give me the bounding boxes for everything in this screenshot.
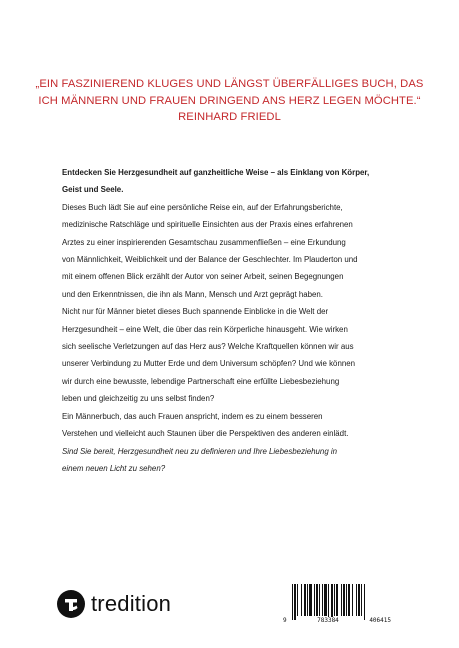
blurb-paragraph-3 [62, 408, 422, 443]
barcode-bar [348, 584, 350, 616]
blurb-headline [62, 164, 422, 199]
blurb-line: medizinische Ratschläge und spirituelle Einsichten aus der Praxis eines erfahrenen [62, 220, 353, 230]
barcode-bar [304, 584, 306, 616]
barcode-bar [319, 584, 320, 616]
barcode-bar [322, 584, 323, 616]
back-cover-blurb [62, 164, 422, 477]
tredition-logo-icon [57, 590, 85, 618]
blurb-line: Nicht nur für Männer bietet dieses Buch spannende Einblicke in die Welt der [62, 307, 329, 317]
quote-line: „EIN FASZINIEREND KLUGES UND LÄNGST ÜBERFÄLLIGES BUCH, DAS [35, 78, 424, 90]
blurb-line: leben und gleichzeitig zu uns selbst finden? [62, 394, 215, 404]
blurb-headline-line: Geist und Seele. [62, 185, 124, 195]
blurb-line: Verstehen und vielleicht auch Staunen über die Perspektiven des anderen einlädt. [62, 429, 349, 439]
blurb-headline-line: Entdecken Sie Herzgesundheit auf ganzheitliche Weise – als Einklang von Körper, [62, 168, 370, 177]
barcode-digit-group: 406415 [369, 617, 391, 624]
quote-line: ICH MÄNNERN UND FRAUEN DRINGEND ANS HERZ LEGEN MÖCHTE.“ [38, 94, 421, 107]
blurb-line: sich seelische Verletzungen auf das Herz aus? Welche Kraftquellen können wir aus [62, 342, 354, 352]
barcode-bar [361, 584, 362, 616]
barcode-bar [316, 584, 318, 616]
barcode-digits [282, 617, 392, 624]
barcode-bar [336, 584, 338, 616]
blurb-line: Dieses Buch lädt Sie auf eine persönliche Reise ein, auf der Erfahrungsberichte, [62, 202, 343, 212]
barcode-bar [352, 584, 353, 616]
blurb-line: wir durch eine bewusste, lebendige Partnerschaft eine erfüllte Liebesbeziehung [62, 376, 340, 386]
barcode-bar [307, 584, 308, 616]
barcode-bar [294, 584, 296, 620]
blurb-line: Sind Sie bereit, Herzgesundheit neu zu definieren und Ihre Liebesbeziehung in [62, 446, 338, 456]
barcode-bar [334, 584, 335, 616]
barcode-bar [301, 584, 302, 616]
barcode-bar [331, 584, 333, 620]
blurb-line: Arztes zu einer inspirierenden Gesamtschau zusammenfließen – eine Erkundung [62, 237, 346, 247]
blurb-closing-question [62, 443, 422, 478]
barcode-bar [358, 584, 360, 616]
barcode-bars [282, 582, 392, 620]
barcode-bar [324, 584, 327, 616]
blurb-line: unserer Verbindung zu Mutter Erde und dem Universum schöpfen? Und wie können [62, 359, 355, 369]
blurb-line: einem neuen Licht zu sehen? [62, 463, 166, 473]
barcode-bar [292, 584, 293, 620]
barcode-bar [343, 584, 345, 616]
blurb-line: und den Erkenntnissen, die ihn als Mann, Mensch und Arzt geprägt haben. [62, 289, 323, 299]
blurb-line: Ein Männerbuch, das auch Frauen anspricht, indem es zu einem besseren [62, 411, 323, 421]
blurb-line: mit einem offenen Blick erzählt der Autor von seiner Arbeit, seinen Begegnungen [62, 272, 344, 282]
blurb-paragraph-2 [62, 303, 422, 407]
endorsement-quote [20, 76, 439, 126]
barcode-bar [314, 584, 315, 616]
publisher-logo [57, 589, 171, 619]
barcode-bar [364, 584, 365, 620]
blurb-paragraph-1 [62, 199, 422, 303]
publisher-name: tredition [91, 591, 172, 616]
barcode-digit-group: 783384 [317, 617, 339, 624]
quote-author: REINHARD FRIEDL [178, 111, 281, 123]
barcode-bar [328, 584, 329, 620]
barcode-digit-group: 9 [283, 617, 287, 624]
barcode-bar [297, 584, 298, 616]
barcode-bar [356, 584, 357, 616]
barcode-bar [341, 584, 342, 616]
blurb-line: Herzgesundheit – eine Welt, die über das rein Körperliche hinausgeht. Wie wirken [62, 324, 348, 334]
barcode-bar [346, 584, 347, 616]
barcode-bar [309, 584, 312, 616]
blurb-line: von Männlichkeit, Weiblichkeit und der Balance der Geschlechter. Im Plauderton und [62, 255, 358, 265]
